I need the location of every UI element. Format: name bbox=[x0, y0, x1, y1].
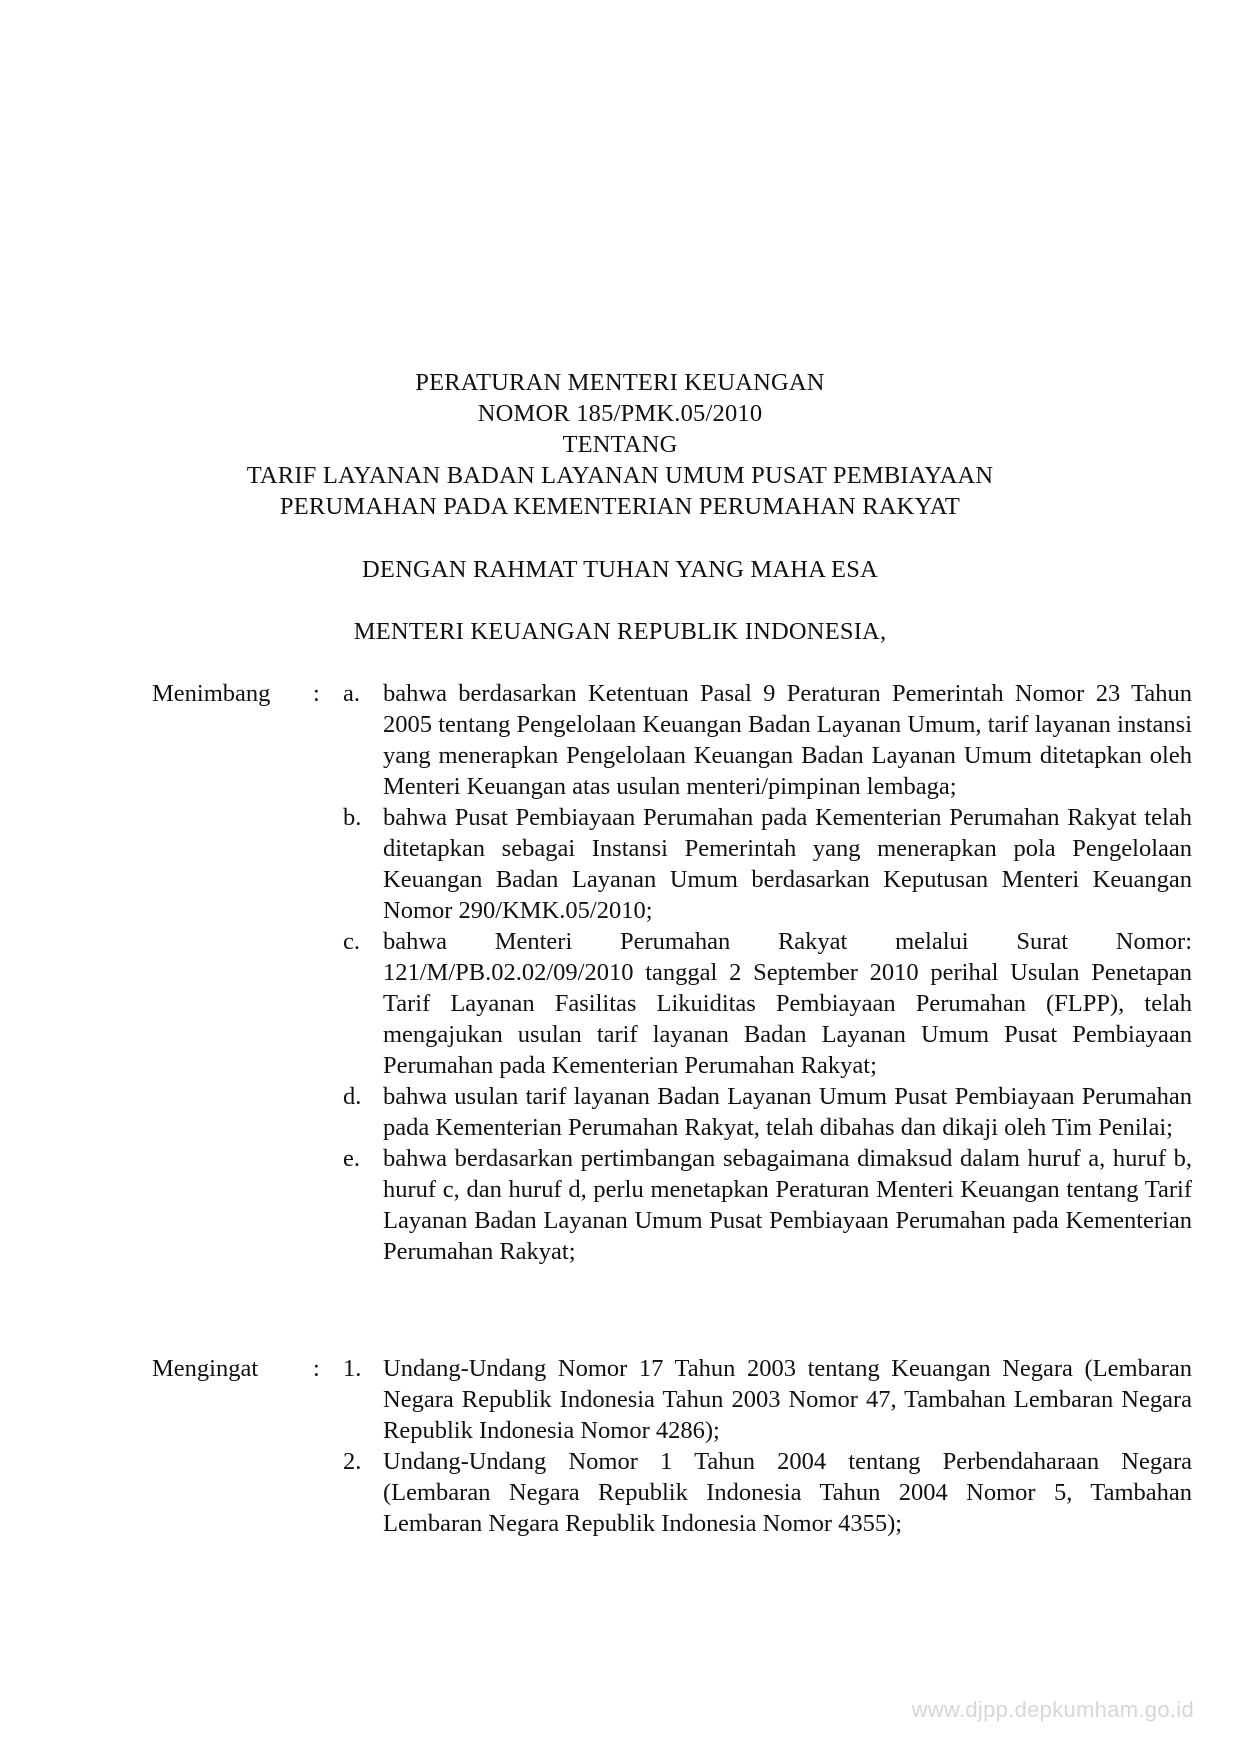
minister-line: MENTERI KEUANGAN REPUBLIK INDONESIA, bbox=[353, 618, 887, 645]
item-marker: 2. bbox=[343, 1448, 362, 1475]
title-line-subject-1: TARIF LAYANAN BADAN LAYANAN UMUM PUSAT PEMBIAYAAN bbox=[246, 462, 994, 489]
mengingat-item bbox=[343, 1446, 1192, 1539]
menimbang-item bbox=[343, 926, 1192, 1081]
item-marker: b. bbox=[343, 804, 362, 831]
mengingat-item bbox=[343, 1353, 1192, 1446]
item-text: Undang-Undang Nomor 1 Tahun 2004 tentang Perbendaharaan Negara (Lembaran Negara Republik Indonesia Tahun 2004 Nomor 5, Tambahan Lembaran Negara Republik Indonesia Nomor 4355); bbox=[383, 1448, 1192, 1537]
mengingat-label: Mengingat bbox=[152, 1355, 259, 1382]
title-line-about: TENTANG bbox=[562, 431, 678, 458]
item-marker: 1. bbox=[343, 1355, 362, 1382]
menimbang-item bbox=[343, 802, 1192, 926]
blessing-line: DENGAN RAHMAT TUHAN YANG MAHA ESA bbox=[362, 556, 878, 583]
mengingat-colon: : bbox=[313, 1355, 320, 1382]
item-text: Undang-Undang Nomor 17 Tahun 2003 tentang Keuangan Negara (Lembaran Negara Republik Indonesia Tahun 2003 Nomor 47, Tambahan Lembaran Negara Republik Indonesia Nomor 4286); bbox=[383, 1355, 1192, 1444]
item-text: bahwa berdasarkan Ketentuan Pasal 9 Peraturan Pemerintah Nomor 23 Tahun 2005 tentang Pengelolaan Keuangan Badan Layanan Umum, tarif layanan instansi yang menerapkan Pengelolaan Keuangan Badan Layanan Umum ditetapkan oleh Menteri Keuangan atas usulan menteri/pimpinan lembaga; bbox=[383, 680, 1192, 800]
watermark-url: www.djpp.depkumham.go.id bbox=[911, 1697, 1194, 1722]
item-text: bahwa Pusat Pembiayaan Perumahan pada Kementerian Perumahan Rakyat telah ditetapkan sebagai Instansi Pemerintah yang menerapkan pola Pengelolaan Keuangan Badan Layanan Umum berdasarkan Keputusan Menteri Keuangan Nomor 290/KMK.05/2010; bbox=[383, 804, 1192, 924]
menimbang-item bbox=[343, 678, 1192, 802]
item-marker: a. bbox=[343, 680, 360, 707]
item-marker: d. bbox=[343, 1083, 362, 1110]
title-line-number: NOMOR 185/PMK.05/2010 bbox=[477, 400, 763, 427]
menimbang-item bbox=[343, 1081, 1192, 1143]
title-line-regulation: PERATURAN MENTERI KEUANGAN bbox=[415, 369, 825, 396]
menimbang-list bbox=[343, 678, 1192, 1267]
menimbang-label: Menimbang bbox=[152, 680, 271, 707]
regulation-title bbox=[0, 367, 1240, 522]
item-text: bahwa usulan tarif layanan Badan Layanan Umum Pusat Pembiayaan Perumahan pada Kementerian Perumahan Rakyat, telah dibahas dan dikaji oleh Tim Penilai; bbox=[383, 1083, 1192, 1141]
menimbang-item bbox=[343, 1143, 1192, 1267]
title-line-subject-2: PERUMAHAN PADA KEMENTERIAN PERUMAHAN RAKYAT bbox=[279, 493, 961, 520]
item-marker: e. bbox=[343, 1145, 360, 1172]
item-text: bahwa berdasarkan pertimbangan sebagaimana dimaksud dalam huruf a, huruf b, huruf c, dan huruf d, perlu menetapkan Peraturan Menteri Keuangan tentang Tarif Layanan Badan Layanan Umum Pusat Pembiayaan Perumahan pada Kementerian Perumahan Rakyat; bbox=[383, 1145, 1192, 1265]
item-marker: c. bbox=[343, 928, 360, 955]
menimbang-colon: : bbox=[313, 680, 320, 707]
mengingat-list bbox=[343, 1353, 1192, 1539]
item-text: bahwa Menteri Perumahan Rakyat melalui Surat Nomor: 121/M/PB.02.02/09/2010 tanggal 2 September 2010 perihal Usulan Penetapan Tarif Layanan Fasilitas Likuiditas Pembiayaan Perumahan (FLPP), telah mengajukan usulan tarif layanan Badan Layanan Umum Pusat Pembiayaan Perumahan pada Kementerian Perumahan Rakyat; bbox=[383, 928, 1192, 1079]
